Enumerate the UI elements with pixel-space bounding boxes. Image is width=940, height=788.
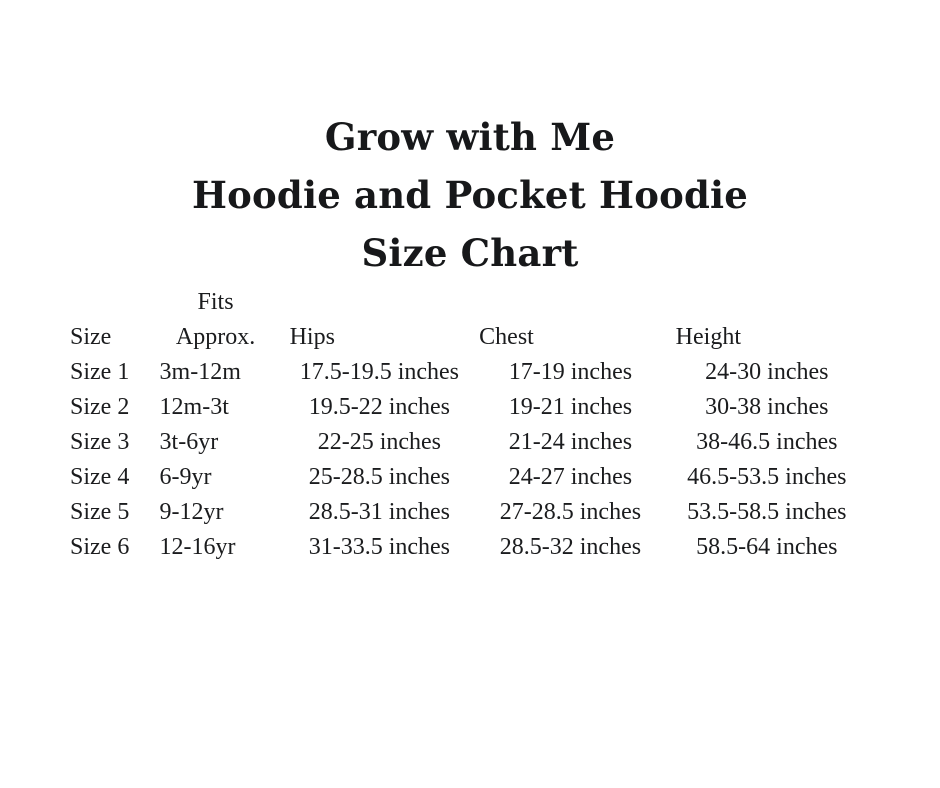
table-row bbox=[70, 425, 870, 460]
table-row bbox=[70, 530, 870, 565]
cell-approx: 3t-6yr bbox=[159, 429, 219, 455]
fits-spacer-height bbox=[664, 285, 870, 319]
cell-approx: 12m-3t bbox=[159, 394, 229, 420]
cell-height: 58.5-64 inches bbox=[696, 534, 838, 560]
fits-spacer-hips bbox=[282, 285, 478, 319]
table-header-row bbox=[70, 319, 870, 355]
cell-height: 38-46.5 inches bbox=[696, 429, 838, 455]
cell-height: 46.5-53.5 inches bbox=[687, 464, 847, 490]
cell-chest: 17-19 inches bbox=[508, 359, 633, 385]
cell-size: Size 6 bbox=[70, 534, 130, 560]
cell-hips: 31-33.5 inches bbox=[308, 534, 451, 560]
cell-chest: 19-21 inches bbox=[508, 394, 633, 420]
header-hips: Hips bbox=[289, 324, 335, 350]
cell-height: 30-38 inches bbox=[705, 394, 829, 420]
cell-approx: 6-9yr bbox=[159, 464, 212, 490]
cell-hips: 22-25 inches bbox=[317, 429, 442, 455]
cell-chest: 28.5-32 inches bbox=[499, 534, 642, 560]
cell-height: 24-30 inches bbox=[705, 359, 829, 385]
title-line-3: Size Chart bbox=[361, 231, 579, 275]
cell-chest: 21-24 inches bbox=[508, 429, 633, 455]
fits-spacer-chest bbox=[477, 285, 664, 319]
cell-hips: 28.5-31 inches bbox=[308, 499, 451, 525]
fits-label: Fits bbox=[197, 289, 234, 315]
fits-spacer-cell bbox=[70, 285, 150, 319]
size-chart-table-wrapper bbox=[70, 285, 870, 565]
header-chest: Chest bbox=[479, 324, 534, 350]
header-size: Size bbox=[70, 324, 112, 350]
size-chart-table bbox=[70, 285, 870, 565]
cell-height: 53.5-58.5 inches bbox=[687, 499, 847, 525]
header-height: Height bbox=[675, 324, 741, 350]
cell-hips: 17.5-19.5 inches bbox=[299, 359, 460, 385]
cell-approx: 9-12yr bbox=[159, 499, 224, 525]
page-title bbox=[0, 108, 940, 282]
cell-chest: 24-27 inches bbox=[508, 464, 633, 490]
cell-size: Size 2 bbox=[70, 394, 130, 420]
title-line-2: Hoodie and Pocket Hoodie bbox=[191, 173, 749, 217]
cell-size: Size 5 bbox=[70, 499, 130, 525]
table-row bbox=[70, 495, 870, 530]
table-row bbox=[70, 460, 870, 495]
table-row bbox=[70, 390, 870, 425]
cell-hips: 19.5-22 inches bbox=[308, 394, 451, 420]
header-approx: Approx. bbox=[175, 324, 256, 350]
cell-approx: 3m-12m bbox=[159, 359, 241, 385]
table-subheader-row bbox=[70, 285, 870, 319]
cell-size: Size 1 bbox=[70, 359, 130, 385]
title-line-1: Grow with Me bbox=[324, 115, 616, 159]
cell-chest: 27-28.5 inches bbox=[499, 499, 642, 525]
cell-approx: 12-16yr bbox=[159, 534, 236, 560]
cell-size: Size 3 bbox=[70, 429, 130, 455]
cell-size: Size 4 bbox=[70, 464, 130, 490]
table-row bbox=[70, 355, 870, 390]
cell-hips: 25-28.5 inches bbox=[308, 464, 451, 490]
